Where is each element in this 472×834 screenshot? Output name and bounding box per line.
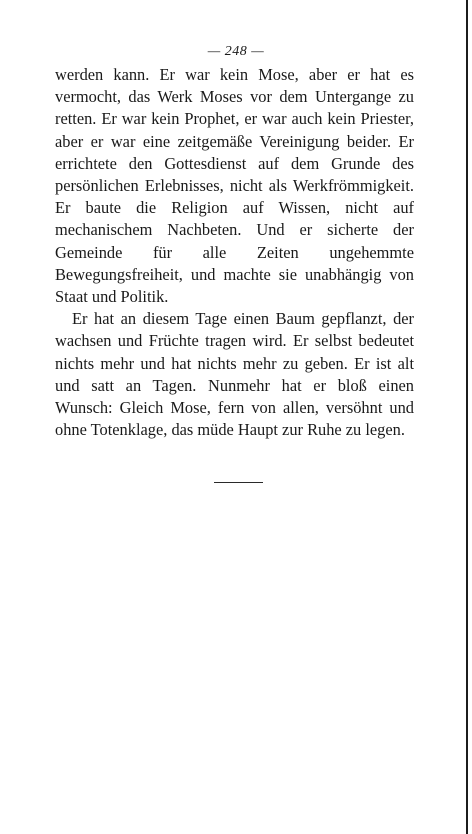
paragraph-continuation: werden kann. Er war kein Mose, aber er hat es vermocht, das Werk Moses vor dem Untergange zu retten. Er war kein Prophet, er war auch kein Priester, aber er war eine zeitgemäße Vereinigung beider. Er errichtete den Gottesdienst auf dem Grunde des persönlichen Erlebnisses, nicht als Werkfrömmigkeit. Er baute die Religion auf Wissen, nicht auf mechanischem Nachbeten. Und er sicherte der Gemeinde für alle Zeiten ungehemmte Bewegungsfreiheit, und machte sie unabhängig von Staat und Politik. [55,65,414,307]
page-edge-line [466,0,468,834]
body-text [55,64,414,441]
page-number: — 248 — [207,44,265,59]
section-divider [214,482,263,483]
paragraph-closing: Er hat an diesem Tage einen Baum gepflanzt, der wachsen und Früchte tragen wird. Er selbst bedeutet nichts mehr und hat nichts mehr zu geben. Er ist alt und satt an Tagen. Nunmehr hat er bloß einen Wunsch: Gleich Mose, fern von allen, versöhnt und ohne Totenklage, das müde Haupt zur Ruhe zu legen. [55,309,414,440]
